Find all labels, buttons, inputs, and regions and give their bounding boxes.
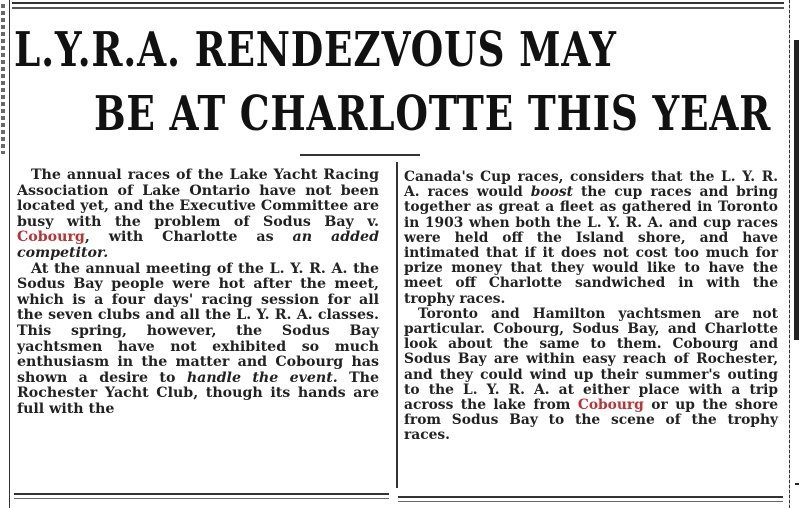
text-run: or up the shore from Sodus Bay to the scene of the trophy races. (404, 397, 778, 444)
italic-text: an added competitor. (17, 229, 379, 261)
text-run: , with Charlotte as (84, 229, 293, 246)
adjacent-column-fragment (0, 0, 8, 508)
bottom-rule-left-secondary (14, 498, 389, 499)
right-border-rule (789, 0, 790, 508)
article-column-left (17, 168, 379, 418)
left-border-rule (9, 0, 10, 508)
text-run: the cup races and bring together as great a fleet as gathered in Toronto in 1903 when both the L. Y. R. A. and cup races were held off the Island shore, and have intimated that if it does not cost too much for prize money that they would like to have the meet off Charlotte sandwiched in with the trophy races. (404, 184, 778, 307)
top-rule-secondary (12, 7, 784, 9)
headline-line-2: BE AT CHARLOTTE THIS YEAR (94, 86, 772, 142)
paragraph (17, 262, 379, 418)
adjacent-column-tick (795, 483, 799, 485)
headline-line-1: L.Y.R.A. RENDEZVOUS MAY (14, 22, 617, 78)
headline-separator (300, 154, 420, 156)
text-run: Toronto and Hamilton yachtsmen are not particular. Cobourg, Sodus Bay, and Charlotte look about the same to them. Cobourg and Sodus Bay are within easy reach of Rochester, and they could wind up their summer's outing to the L. Y. R. A. at either place with a trip across the lake from (404, 305, 778, 414)
bottom-rule-left (14, 493, 389, 495)
top-rule (12, 2, 784, 4)
italic-text: boost (530, 184, 573, 201)
article-column-right (404, 170, 778, 444)
text-run: The annual races of the Lake Yacht Racing Association of Lake Ontario have not been located yet, and the Executive Committee are busy with the problem of Sodus Bay v. (17, 167, 379, 230)
bottom-rule-right-secondary (398, 501, 783, 502)
italic-text: handle the event. (186, 369, 338, 386)
bottom-rule-right (398, 496, 783, 498)
column-divider (396, 162, 398, 488)
text-run: The Rochester Yacht Club, though its hands are full with the (17, 369, 379, 417)
paragraph (404, 170, 778, 307)
highlighted-term: Cobourg (17, 229, 85, 246)
paragraph (404, 307, 778, 444)
cropped-text-edge (1, 4, 5, 154)
text-run: Canada's Cup races, considers that the L. Y. R. A. races would (404, 169, 778, 201)
text-run: At the annual meeting of the L. Y. R. A. the Sodus Bay people were hot after the meet, which is a four days' racing session for all the seven clubs and all the L. Y. R. A. classes. This spring, however, the Sodus Bay yachtsmen have not exhibited so much enthusiasm in the matter and Cobourg has shown a desire to (17, 260, 379, 386)
highlighted-term: Cobourg (577, 397, 644, 414)
adjacent-column-bar (794, 40, 799, 340)
paragraph (17, 168, 379, 262)
